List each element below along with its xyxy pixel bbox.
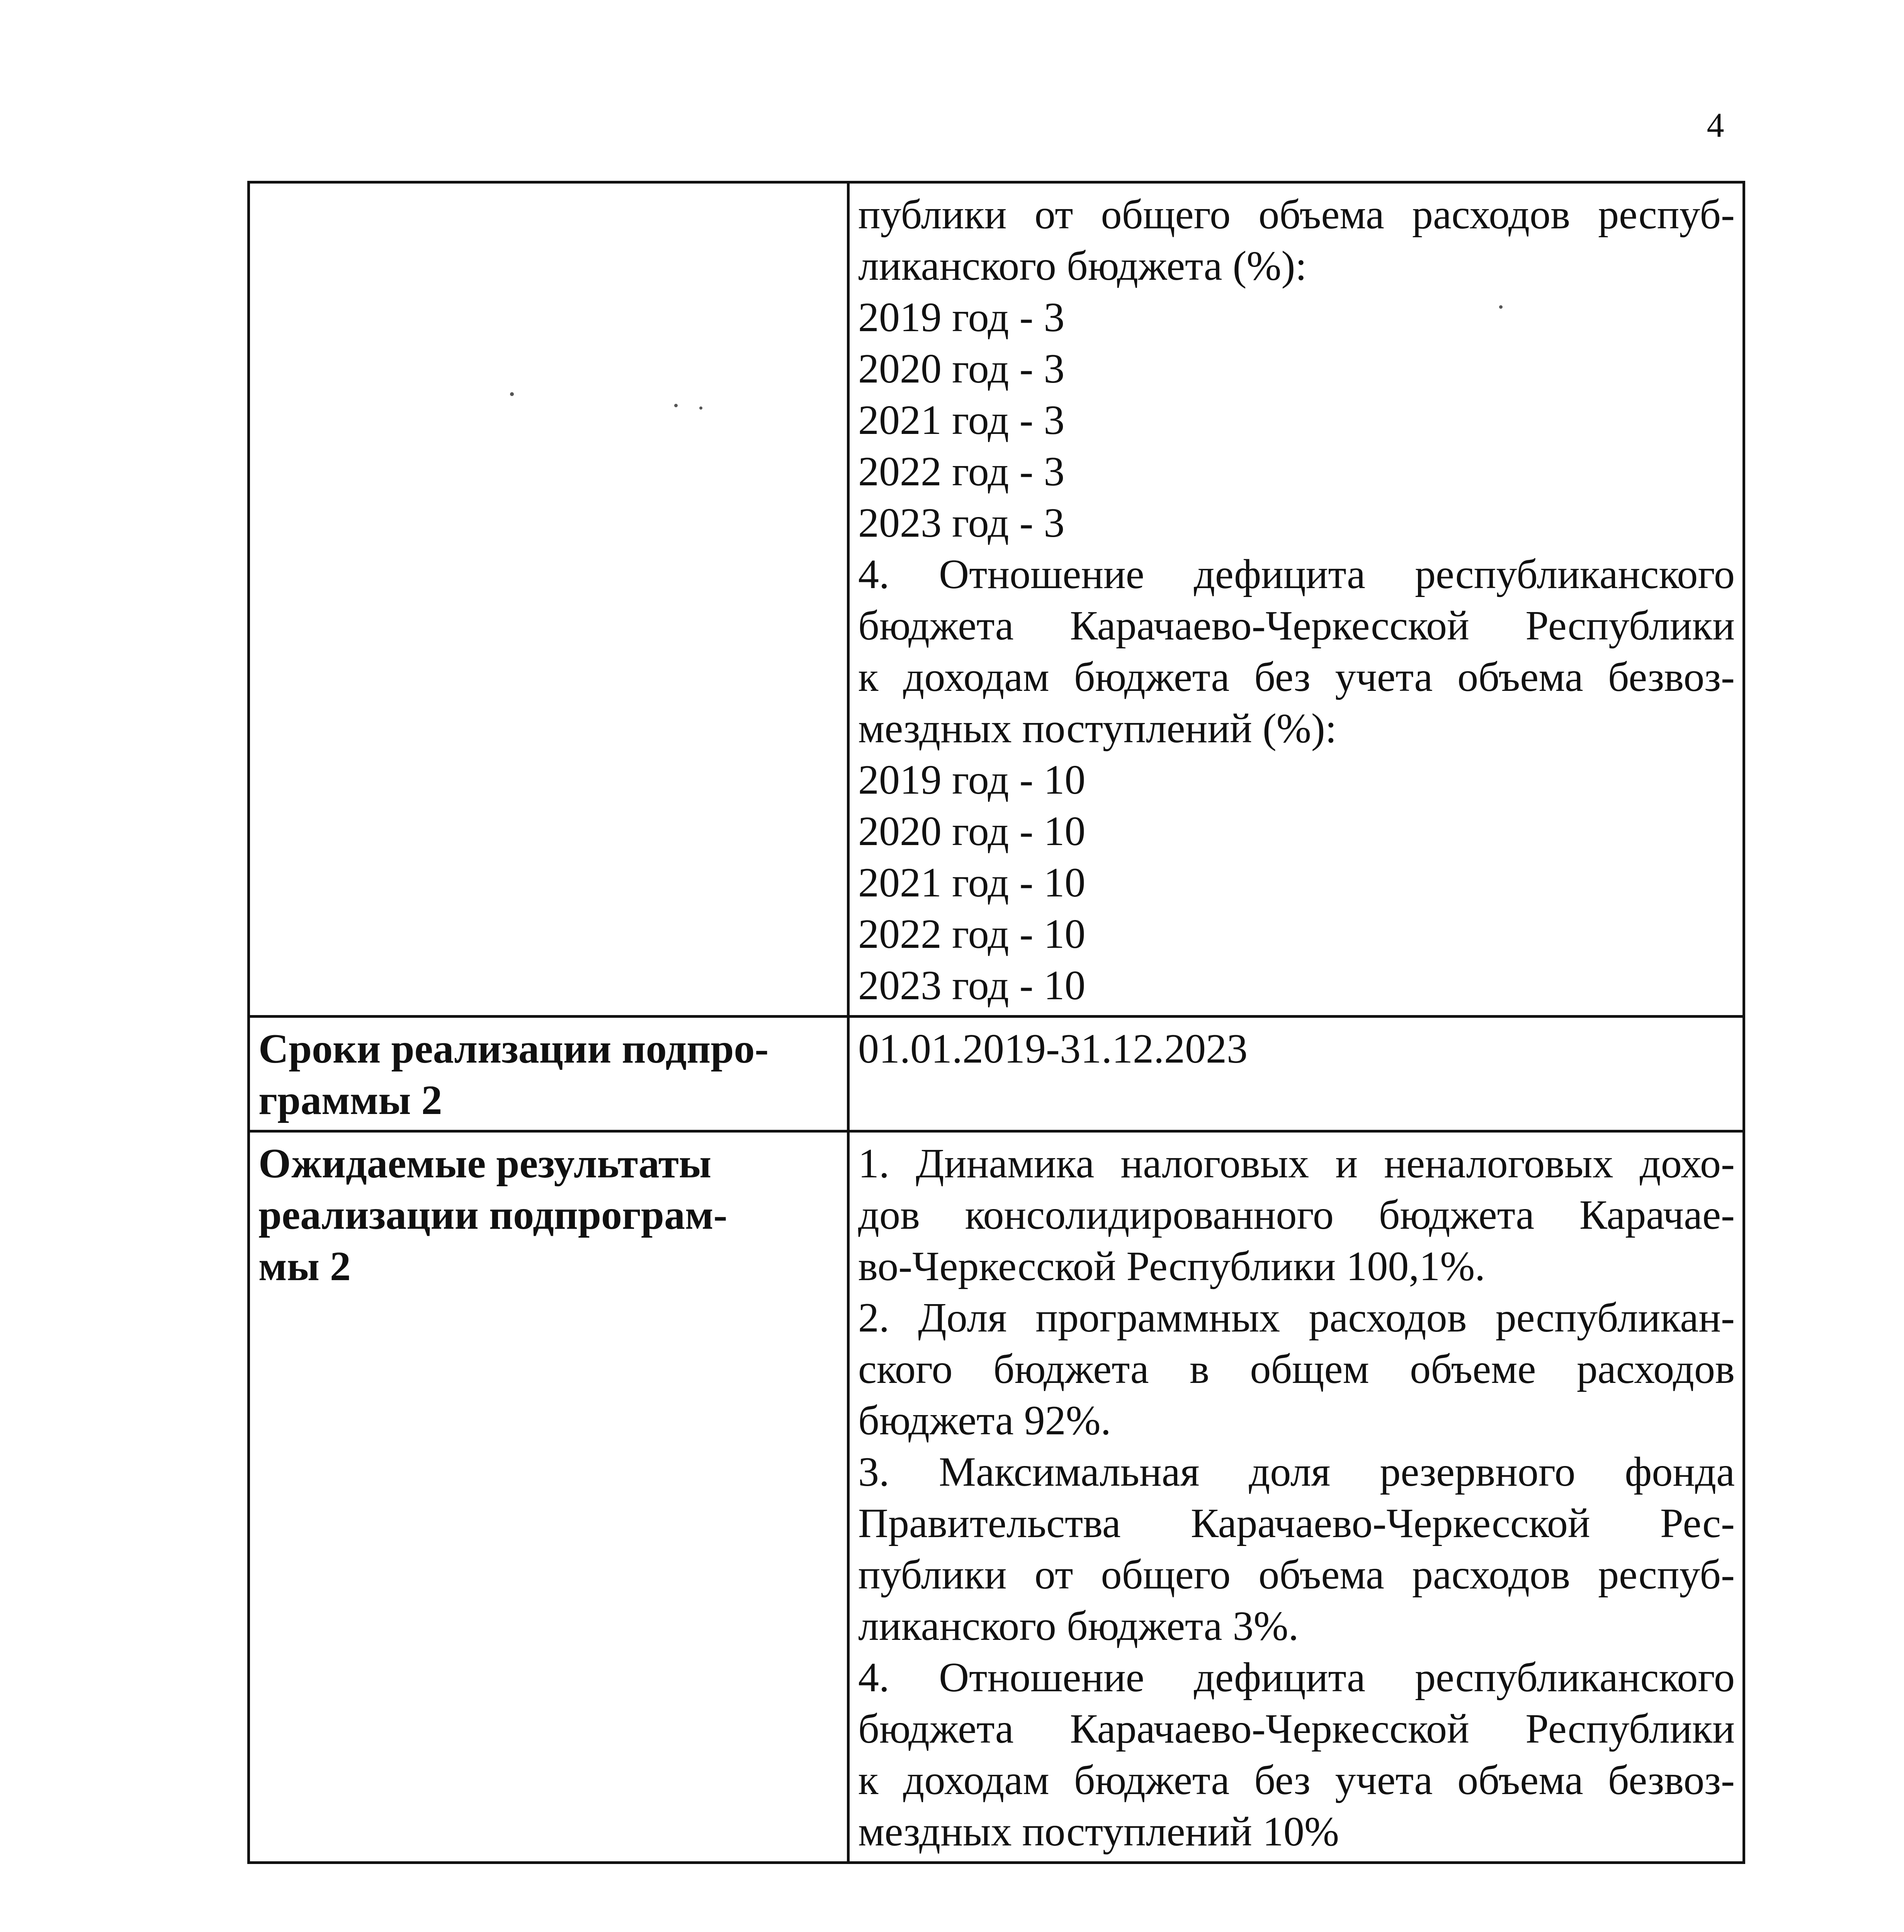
text-line: ского бюджета в общем объеме расходов	[858, 1346, 1735, 1392]
text-line: 3. Максимальная доля резервного фонда	[858, 1449, 1735, 1495]
text-line: Сроки реализации подпро-	[258, 1026, 769, 1072]
text-line: 2023 год - 3	[858, 500, 1065, 546]
text-line: бюджета 92%.	[858, 1398, 1111, 1444]
expected-results-value	[848, 1131, 1744, 1863]
table-row	[249, 182, 1744, 1017]
text-line: во-Черкесской Республики 100,1%.	[858, 1243, 1486, 1289]
scan-speck	[1499, 305, 1503, 309]
scan-speck	[510, 392, 514, 396]
text-line: публики от общего объема расходов респуб-	[858, 1552, 1735, 1598]
subprogram-passport-table	[247, 181, 1745, 1864]
implementation-terms-label	[249, 1017, 848, 1131]
text-line: 2022 год - 3	[858, 449, 1065, 495]
text-line: дов консолидированного бюджета Карачае-	[858, 1192, 1735, 1238]
page-number: 4	[1707, 106, 1724, 145]
text-line: 4. Отношение дефицита республиканского	[858, 1655, 1735, 1701]
text-line: 2023 год - 10	[858, 963, 1086, 1009]
text-line: Ожидаемые результаты	[258, 1141, 712, 1187]
text-line: 01.01.2019-31.12.2023	[858, 1026, 1248, 1072]
text-line: 2021 год - 3	[858, 397, 1065, 443]
text-line: ликанского бюджета 3%.	[858, 1603, 1299, 1649]
text-line: 2019 год - 3	[858, 294, 1065, 340]
scan-speck	[699, 406, 702, 410]
text-line: 2019 год - 10	[858, 757, 1086, 803]
row-label-empty	[249, 182, 848, 1017]
text-line: бюджета Карачаево-Черкесской Республики	[858, 1706, 1735, 1752]
text-line: 2022 год - 10	[858, 911, 1086, 957]
text-line: к доходам бюджета без учета объема безвоз-	[858, 654, 1735, 700]
target-indicators-cell	[848, 182, 1744, 1017]
text-line: граммы 2	[258, 1077, 442, 1123]
text-line: мездных поступлений (%):	[858, 706, 1337, 752]
text-line: реализации подпрограм-	[258, 1192, 728, 1238]
text-line: к доходам бюджета без учета объема безвоз-	[858, 1757, 1735, 1803]
scan-speck	[674, 404, 678, 407]
text-line: 2020 год - 10	[858, 808, 1086, 854]
text-line: мы 2	[258, 1243, 351, 1289]
text-line: 1. Динамика налоговых и неналоговых дохо-	[858, 1141, 1735, 1187]
text-line: ликанского бюджета (%):	[858, 243, 1307, 289]
implementation-terms-value	[848, 1017, 1744, 1131]
text-line: публики от общего объема расходов респуб-	[858, 192, 1735, 238]
table-row	[249, 1131, 1744, 1863]
text-line: 2. Доля программных расходов республикан-	[858, 1295, 1735, 1341]
expected-results-label	[249, 1131, 848, 1863]
text-line: 2020 год - 3	[858, 346, 1065, 392]
text-line: Правительства Карачаево-Черкесской Рес-	[858, 1500, 1735, 1546]
text-line: бюджета Карачаево-Черкесской Республики	[858, 603, 1735, 649]
text-line: 4. Отношение дефицита республиканского	[858, 551, 1735, 597]
text-line: мездных поступлений 10%	[858, 1809, 1339, 1855]
text-line: 2021 год - 10	[858, 860, 1086, 906]
table-row	[249, 1017, 1744, 1131]
